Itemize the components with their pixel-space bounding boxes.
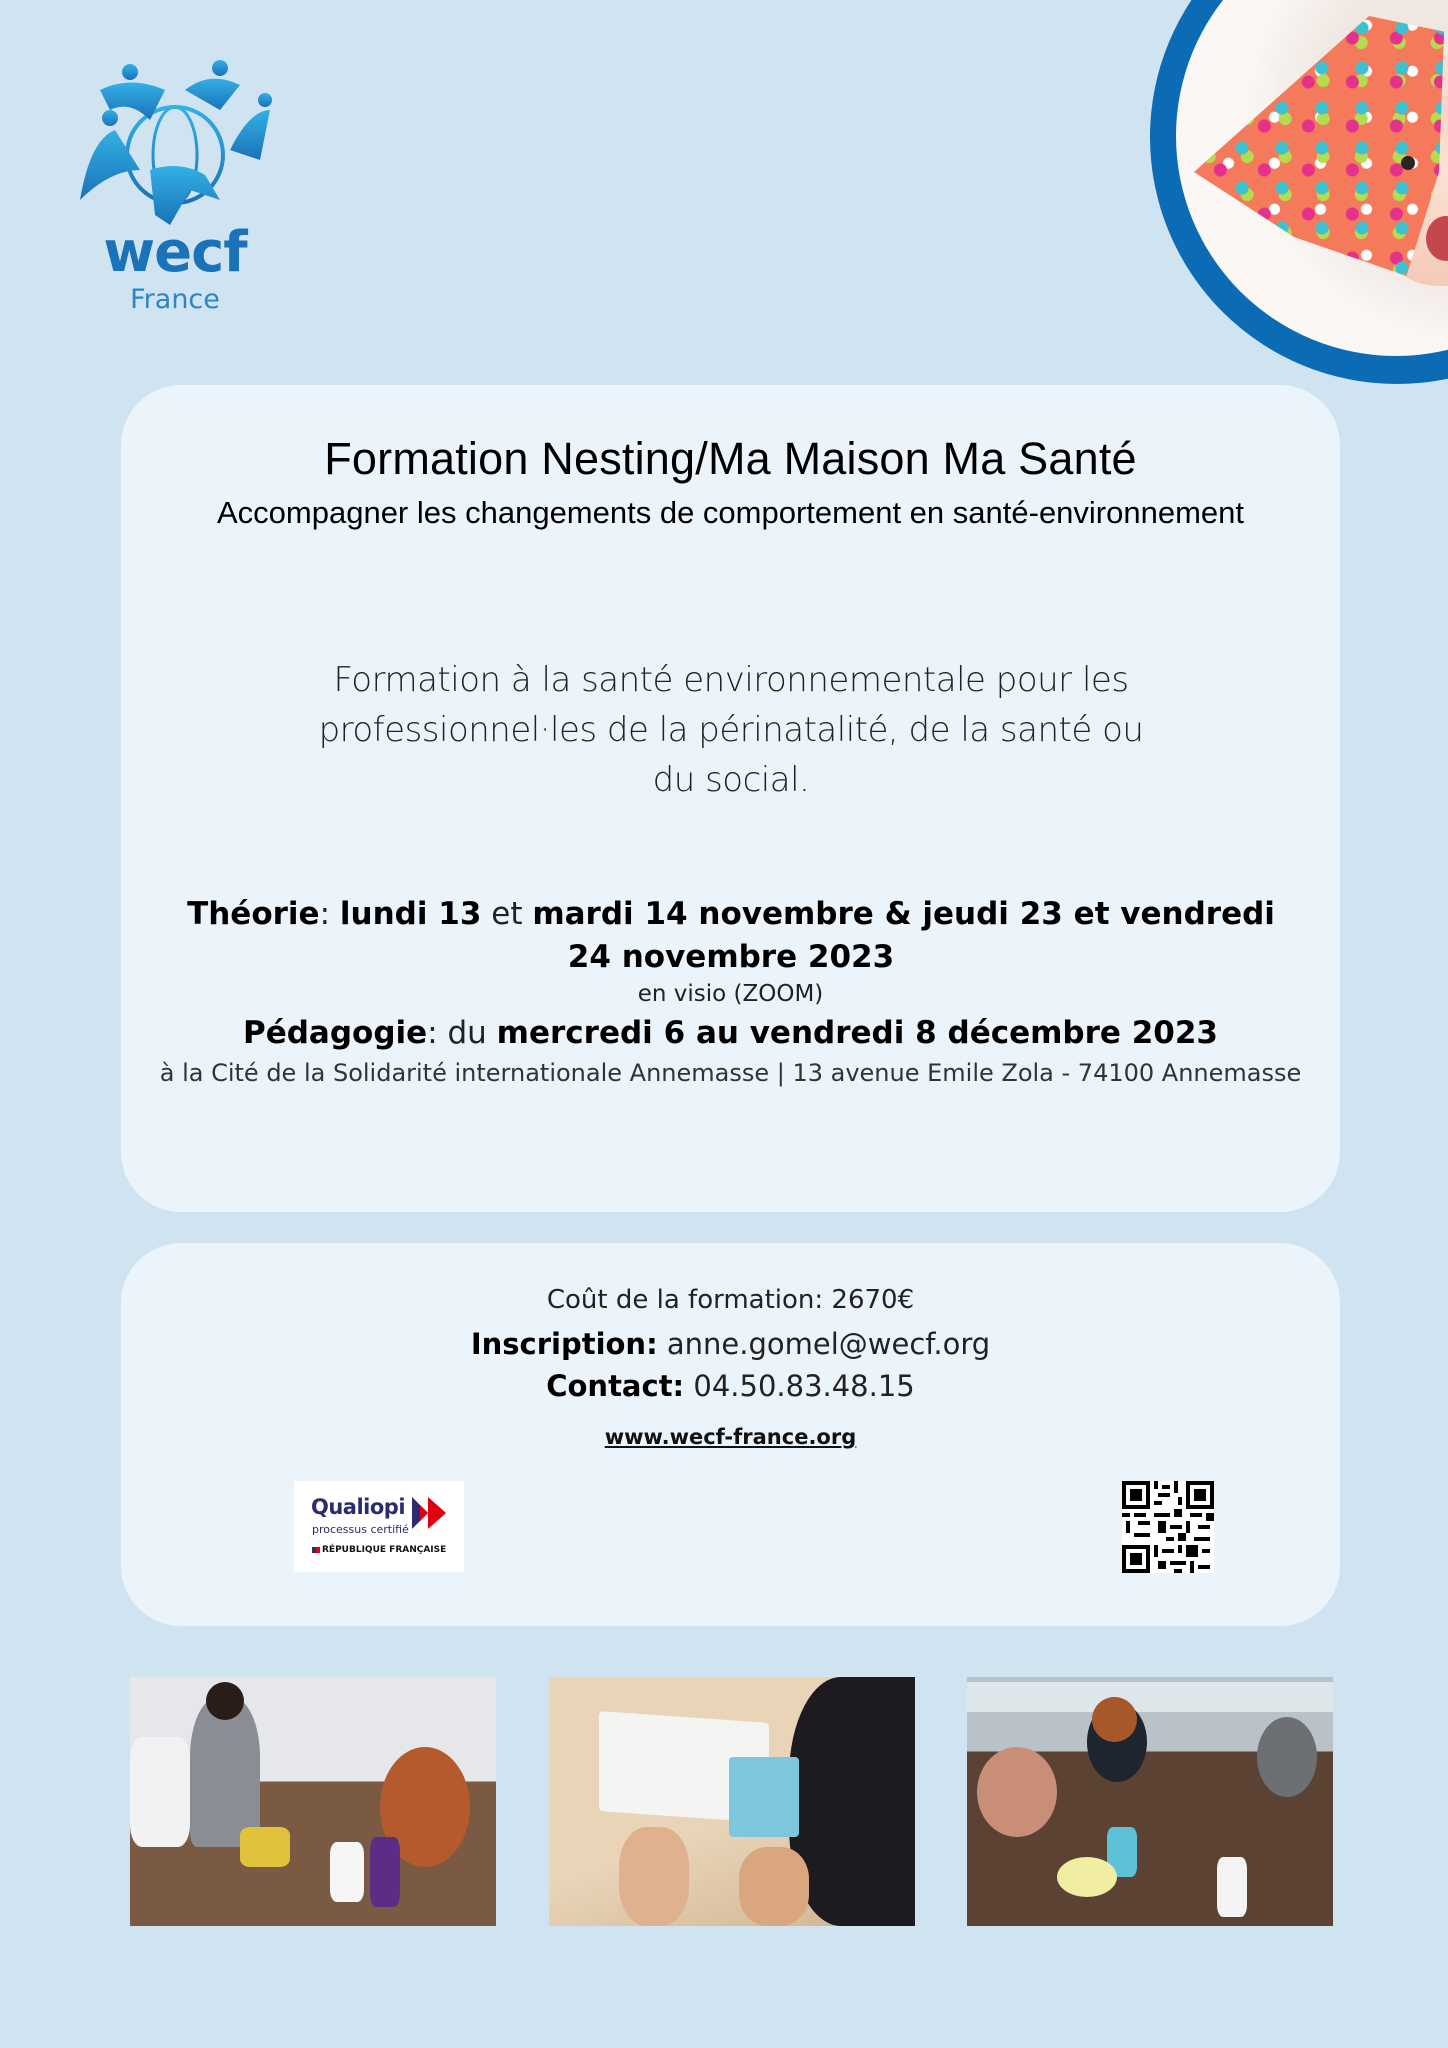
pedagogy-date-range: mercredi 6 au vendredi 8 décembre 2023 (496, 1015, 1218, 1051)
contact-panel (121, 1243, 1340, 1626)
inscription-label: Inscription: (470, 1327, 658, 1361)
theory-date-1: lundi 13 (339, 896, 482, 932)
separator: : du (427, 1015, 497, 1051)
pedagogy-dates (121, 1015, 1340, 1051)
workshop-photo-1 (130, 1677, 496, 1926)
logo-country: France (130, 284, 220, 315)
theory-dates (181, 893, 1281, 979)
baby-headscarf (1194, 16, 1444, 276)
rf-label: RÉPUBLIQUE FRANÇAISE (322, 1545, 447, 1555)
training-info-panel (121, 385, 1340, 1212)
logo-wordmark: wecf (103, 220, 247, 285)
venue-address: à la Cité de la Solidarité internationale Annemasse | 13 avenue Emile Zola - 74100 Annemasse (159, 1059, 1302, 1087)
pedagogy-label: Pédagogie (243, 1015, 428, 1051)
workshop-photo-3 (967, 1677, 1333, 1926)
training-cost: Coût de la formation: 2670€ (546, 1285, 915, 1315)
separator: : (319, 896, 340, 932)
page-subtitle: Accompagner les changements de comportement en santé-environnement (216, 495, 1245, 530)
website-link[interactable]: www.wecf-france.org (604, 1425, 857, 1449)
theory-date-2: mardi 14 novembre & jeudi 23 et vendredi 24 novembre 2023 (532, 896, 1275, 975)
eye (1401, 156, 1415, 170)
workshop-photo-2 (549, 1677, 915, 1926)
intro-line: du social. (652, 760, 810, 800)
contact-label: Contact: (546, 1369, 685, 1403)
page-title: Formation Nesting/Ma Maison Ma Santé (324, 433, 1137, 484)
qualiopi-arrows-icon (412, 1495, 448, 1531)
intro-line: professionnel·les de la périnatalité, de la santé ou (318, 710, 1144, 750)
website-link-wrap (121, 1425, 1340, 1449)
inscription-email-link[interactable]: anne.gomel@wecf.org (666, 1327, 991, 1361)
qr-code-icon[interactable] (1122, 1481, 1214, 1573)
contact-line (121, 1369, 1340, 1403)
qualiopi-word: Qualiopi (311, 1495, 406, 1519)
republique-francaise (312, 1545, 446, 1555)
qualiopi-badge (294, 1481, 464, 1572)
inscription-line (121, 1327, 1340, 1361)
globe-people-icon (70, 50, 280, 230)
intro-line: Formation à la santé environnementale pour les (333, 660, 1129, 700)
contact-phone[interactable]: 04.50.83.48.15 (693, 1369, 915, 1403)
qualiopi-subtitle: processus certifié (312, 1523, 409, 1536)
wecf-logo (70, 50, 280, 325)
french-flag-icon (312, 1547, 320, 1553)
theory-mode: en visio (ZOOM) (637, 981, 824, 1007)
conjunction: et (481, 896, 533, 932)
intro-text (301, 655, 1161, 805)
theory-label: Théorie (187, 896, 320, 932)
